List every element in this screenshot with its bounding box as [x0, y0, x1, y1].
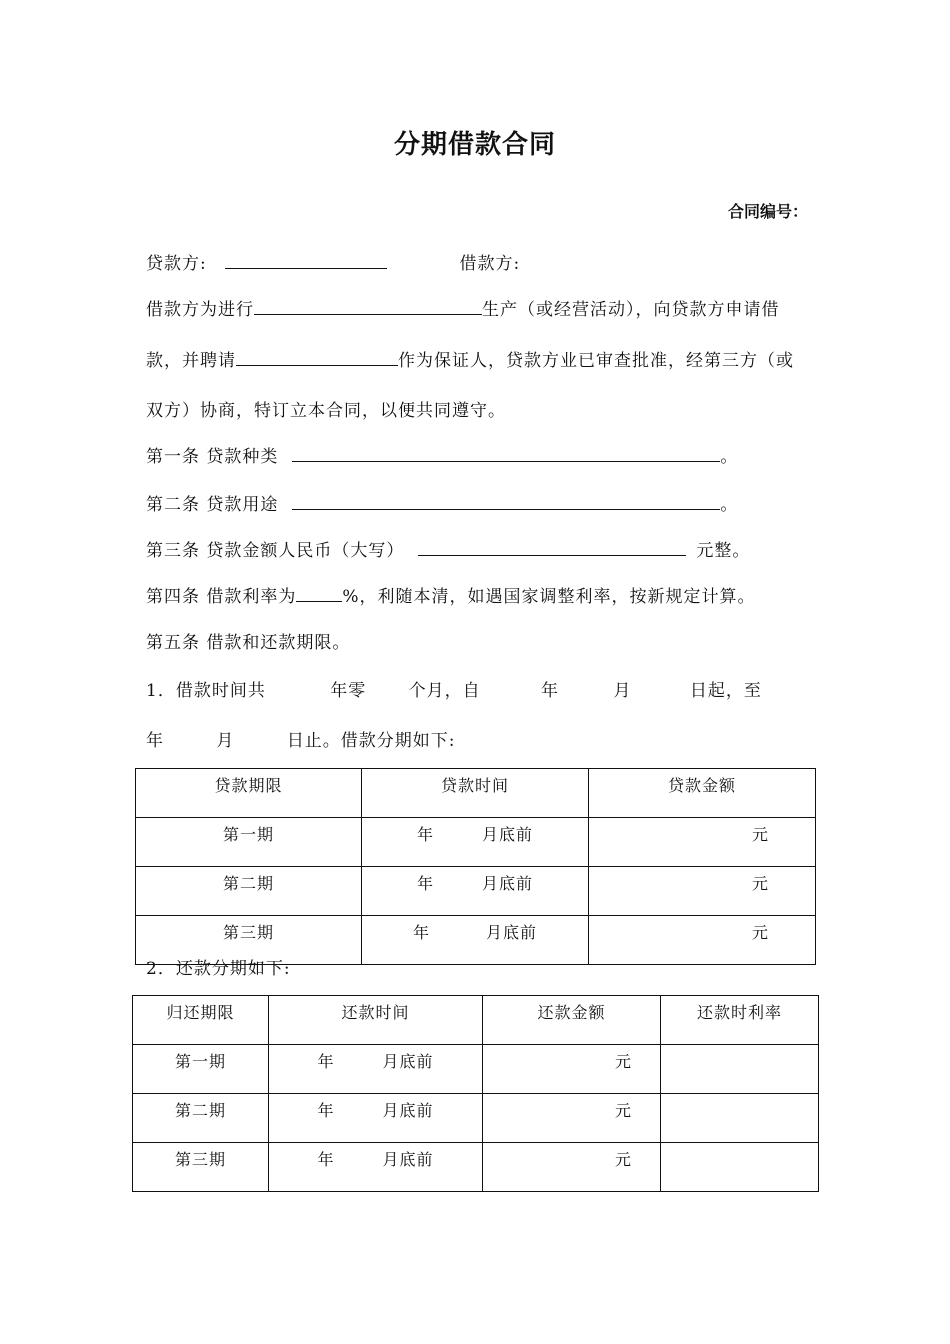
column-header: 还款时间 — [269, 996, 483, 1045]
date-cell[interactable] — [362, 867, 589, 916]
parties-line — [146, 249, 520, 274]
article-3 — [146, 536, 750, 561]
table-row — [133, 1094, 819, 1143]
year-text: 年 — [317, 1150, 335, 1169]
term-text: 年 — [146, 731, 164, 751]
month-text: 月底前 — [382, 1150, 434, 1169]
period-cell: 第二期 — [136, 867, 362, 916]
table-header-row — [136, 769, 816, 818]
period-cell: 第一期 — [136, 818, 362, 867]
rate-cell[interactable] — [661, 1143, 819, 1192]
month-text: 月底前 — [482, 874, 534, 893]
guarantor-blank[interactable] — [236, 364, 398, 366]
yuan-unit: 元 — [614, 1150, 632, 1169]
date-cell[interactable] — [362, 916, 589, 965]
yuan-unit: 元 — [614, 1101, 632, 1120]
rate-cell[interactable] — [661, 1045, 819, 1094]
year-text: 年 — [416, 825, 434, 844]
amount-cell[interactable] — [589, 916, 816, 965]
date-cell[interactable] — [269, 1045, 483, 1094]
year-text: 年 — [412, 923, 430, 942]
contract-number-label: 合同编号： — [727, 202, 808, 221]
column-header: 还款金额 — [483, 996, 661, 1045]
term-text: 年零 — [330, 681, 367, 701]
loan-purpose-blank[interactable] — [292, 508, 720, 510]
term-line-2 — [146, 726, 456, 751]
rate-cell[interactable] — [661, 1094, 819, 1143]
article-4-text: %，利随本清，如遇国家调整利率，按新规定计算。 — [342, 587, 756, 607]
column-header: 贷款期限 — [136, 769, 362, 818]
year-text: 年 — [416, 874, 434, 893]
intro-text: 借款方为进行 — [146, 300, 254, 320]
table-header-row — [133, 996, 819, 1045]
term-text: 1．借款时间共 — [146, 681, 266, 701]
yuan-unit: 元 — [614, 1052, 632, 1071]
year-text: 年 — [317, 1052, 335, 1071]
column-header: 贷款时间 — [362, 769, 589, 818]
column-header: 归还期限 — [133, 996, 269, 1045]
date-cell[interactable] — [269, 1143, 483, 1192]
table-row — [133, 1045, 819, 1094]
amount-cell[interactable] — [483, 1094, 661, 1143]
date-cell[interactable] — [269, 1094, 483, 1143]
month-text: 月底前 — [382, 1052, 434, 1071]
intro-line-2 — [146, 346, 794, 371]
lender-label: 贷款方: — [146, 254, 207, 274]
article-3-end: 元整。 — [696, 541, 751, 561]
article-3-label: 第三条 贷款金额人民币（大写） — [146, 541, 405, 561]
intro-line-3: 双方）协商，特订立本合同，以便共同遵守。 — [146, 401, 506, 421]
table-row — [136, 818, 816, 867]
article-1-label: 第一条 贷款种类 — [146, 447, 279, 467]
loan-schedule-table — [135, 768, 816, 965]
term-text: 年 — [541, 681, 560, 701]
lender-blank[interactable] — [225, 267, 387, 269]
article-4-label: 第四条 借款利率为 — [146, 587, 297, 607]
period-cell: 第三期 — [133, 1143, 269, 1192]
date-cell[interactable] — [362, 818, 589, 867]
term-text: 月 — [613, 681, 632, 701]
column-header: 还款时利率 — [661, 996, 819, 1045]
production-blank[interactable] — [254, 313, 482, 315]
year-text: 年 — [317, 1101, 335, 1120]
amount-cell[interactable] — [589, 867, 816, 916]
column-header: 贷款金额 — [589, 769, 816, 818]
term-text: 日止。借款分期如下: — [286, 731, 456, 751]
period-cell: 第二期 — [133, 1094, 269, 1143]
month-text: 月底前 — [482, 825, 534, 844]
article-1 — [146, 442, 738, 467]
article-2 — [146, 490, 738, 515]
term-text: 日起，至 — [689, 681, 762, 701]
article-4 — [146, 582, 756, 607]
loan-type-blank[interactable] — [292, 460, 720, 462]
table-row — [136, 867, 816, 916]
repayment-schedule-table — [132, 995, 819, 1192]
term-text: 月 — [216, 731, 235, 751]
month-text: 月底前 — [486, 923, 538, 942]
period-cell: 第一期 — [133, 1045, 269, 1094]
intro-text: 作为保证人，贷款方业已审查批准，经第三方（或 — [398, 351, 794, 371]
yuan-unit: 元 — [751, 874, 769, 893]
yuan-unit: 元 — [751, 825, 769, 844]
month-text: 月底前 — [382, 1101, 434, 1120]
article-2-label: 第二条 贷款用途 — [146, 495, 279, 515]
repay-heading: 2．还款分期如下: — [146, 959, 291, 979]
term-text: 个月，自 — [408, 681, 481, 701]
intro-text: 生产（或经营活动），向贷款方申请借 — [482, 300, 780, 320]
term-line-1 — [146, 676, 762, 701]
period-cell: 第三期 — [136, 916, 362, 965]
intro-text: 款，并聘请 — [146, 351, 236, 371]
document-title: 分期借款合同 — [393, 130, 556, 160]
interest-rate-blank[interactable] — [296, 600, 342, 602]
article-1-end: 。 — [720, 447, 739, 467]
intro-line-1 — [146, 295, 780, 320]
article-5: 第五条 借款和还款期限。 — [146, 633, 351, 653]
yuan-unit: 元 — [751, 923, 769, 942]
table-row — [133, 1143, 819, 1192]
borrower-label: 借款方: — [459, 254, 521, 274]
amount-cell[interactable] — [483, 1045, 661, 1094]
amount-cell[interactable] — [589, 818, 816, 867]
article-2-end: 。 — [720, 495, 739, 515]
amount-blank[interactable] — [418, 554, 686, 556]
amount-cell[interactable] — [483, 1143, 661, 1192]
